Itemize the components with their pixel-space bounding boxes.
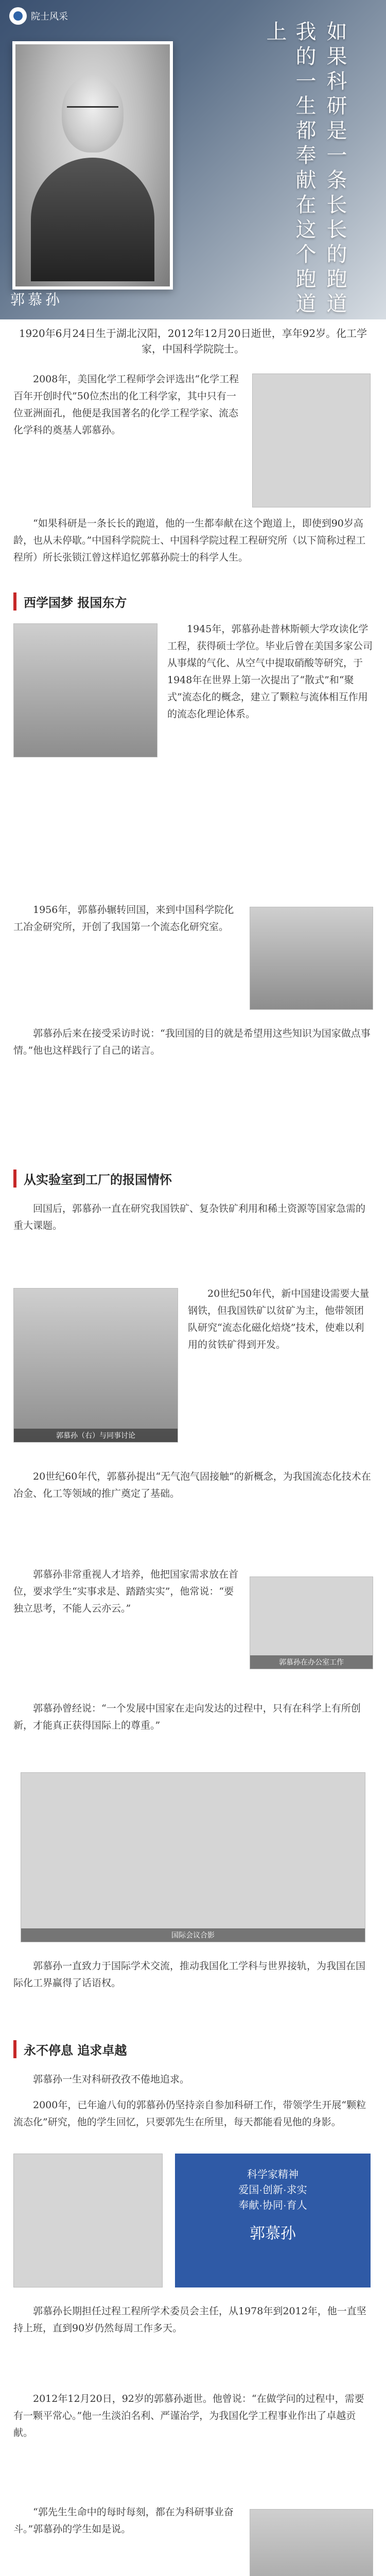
section-heading-1: 西学国梦 报国东方 [13, 592, 127, 611]
photo-institute [250, 907, 373, 1010]
paragraph-7: 20世纪50年代，新中国建设需要大量钢铁，但我国铁矿以贫矿为主，他带领团队研究“流态化磁化焙烧”技术，使难以利用的贫铁矿得到开发。 [188, 1288, 370, 1350]
banner-name: 郭慕孙 [250, 2225, 296, 2242]
section-heading-3: 永不停息 追求卓越 [13, 2040, 127, 2058]
paragraph-11: 郭慕孙一直致力于国际学术交流，推动我国化工学科与世界接轨，为我国在国际化工界赢得了话语权。 [13, 1960, 366, 1989]
paragraph-13: 2000年，已年逾八旬的郭慕孙仍坚持亲自参加科研工作，带领学生开展“颗粒流态化”研究，他的学生回忆，只要郭先生在所里，每天都能看见他的身影。 [13, 2099, 366, 2128]
paragraph-14: 郭慕孙长期担任过程工程所学术委员会主任，从1978年到2012年，他一直坚持上班，直到90岁仍然每周工作多天。 [13, 2306, 366, 2334]
paragraph-15: 2012年12月20日，92岁的郭慕孙逝世。他曾说：“在做学问的过程中，需要有一颗平常心。”他一生淡泊名利、严谨治学，为我国化学工程事业作出了卓越贡献。 [13, 2393, 364, 2438]
hero-banner [0, 0, 386, 319]
hero-portrait [12, 41, 173, 290]
photo-final [250, 2509, 373, 2576]
banner-line2: 爱国·创新·求实 [238, 2184, 307, 2196]
portrait-glasses [67, 106, 118, 119]
hero-title-line2: 如果科研是一条长长的跑道 [323, 21, 347, 317]
intro-text: 1920年6月24日生于湖北汉阳，2012年12月20日逝世，享年92岁。化工学家，中国科学院院士。 [0, 319, 386, 359]
photo-conference-caption: 国际会议合影 [21, 1928, 365, 1942]
paragraph-8: 20世纪60年代，郭慕孙提出“无气泡气固接触”的新概念，为我国流态化技术在冶金、化工等领域的推广奠定了基础。 [13, 1471, 371, 1499]
paragraph-1: 2008年，美国化学工程师学会评选出“化学工程百年开创时代”50位杰出的化工科学家，其中只有一位亚洲面孔，他便是我国著名的化学工程学家、流态化学科的奠基人郭慕孙。 [13, 374, 239, 436]
paragraph-10: 郭慕孙曾经说：“一个发展中国家在走向发达的过程中，只有在科学上有所创新，才能真正获得国际上的尊重。” [13, 1703, 361, 1731]
photo-conference [21, 1772, 365, 1942]
paragraph-9: 郭慕孙非常重视人才培养，他把国家需求放在首位，要求学生“实事求是、踏踏实实”，他常说：“要独立思考，不能人云亦云。” [13, 1569, 239, 1614]
photo-lab [13, 1288, 178, 1443]
paragraph-2: “如果科研是一条长长的跑道，他的一生都奉献在这个跑道上，即使到90岁高龄，也从未停歇。”中国科学院院士、中国科学院过程工程研究所（以下简称过程工程所）所长张锁江曾这样追忆郭慕孙院士的科学人生。 [13, 518, 366, 563]
banner-line1: 科学家精神 [247, 2169, 299, 2180]
hero-name: 郭慕孙 [10, 291, 63, 308]
paragraph-5: 郭慕孙后来在接受采访时说：“我回国的目的就是希望用这些知识为国家做点事情。”他也这样践行了自己的诺言。 [13, 1028, 371, 1056]
photo-portrait-2 [252, 374, 371, 507]
paragraph-12: 郭慕孙一生对科研孜孜不倦地追求。 [33, 2074, 190, 2085]
brand [9, 7, 68, 25]
photo-elder [13, 2154, 163, 2287]
spirit-banner [175, 2154, 371, 2287]
section-heading-2: 从实验室到工厂的报国情怀 [13, 1170, 172, 1188]
paragraph-6: 回国后，郭慕孙一直在研究我国铁矿、复杂铁矿利用和稀土资源等国家急需的重大课题。 [13, 1203, 366, 1231]
hero-title-line1: 我的一生都奉献在这个跑道上 [263, 21, 316, 317]
brand-label: 院士风采 [31, 11, 68, 22]
photo-young [13, 623, 157, 757]
photo-office-caption: 郭慕孙在办公室工作 [250, 1655, 373, 1669]
banner-line3: 奉献·协同·育人 [238, 2200, 307, 2211]
paragraph-3: 1945年，郭慕孙赴普林斯顿大学攻读化学工程，获得硕士学位。毕业后曾在美国多家公司从事煤的气化、从空气中提取硝酸等研究，于1948年在世界上第一次提出了“散式”和“聚式”流态化的概念，建立了颗粒与流体相互作用的流态化理论体系。 [167, 623, 373, 720]
photo-office [250, 1577, 373, 1669]
portrait-suit [31, 158, 154, 281]
cas-logo-icon [9, 7, 27, 25]
paragraph-4: 1956年，郭慕孙辗转回国，来到中国科学院化工冶金研究所，开创了我国第一个流态化研究室。 [13, 904, 234, 933]
photo-lab-caption: 郭慕孙（右）与同事讨论 [14, 1429, 178, 1442]
paragraph-16: “郭先生生命中的每时每刻，都在为科研事业奋斗。”郭慕孙的学生如是说。 [13, 2506, 234, 2535]
